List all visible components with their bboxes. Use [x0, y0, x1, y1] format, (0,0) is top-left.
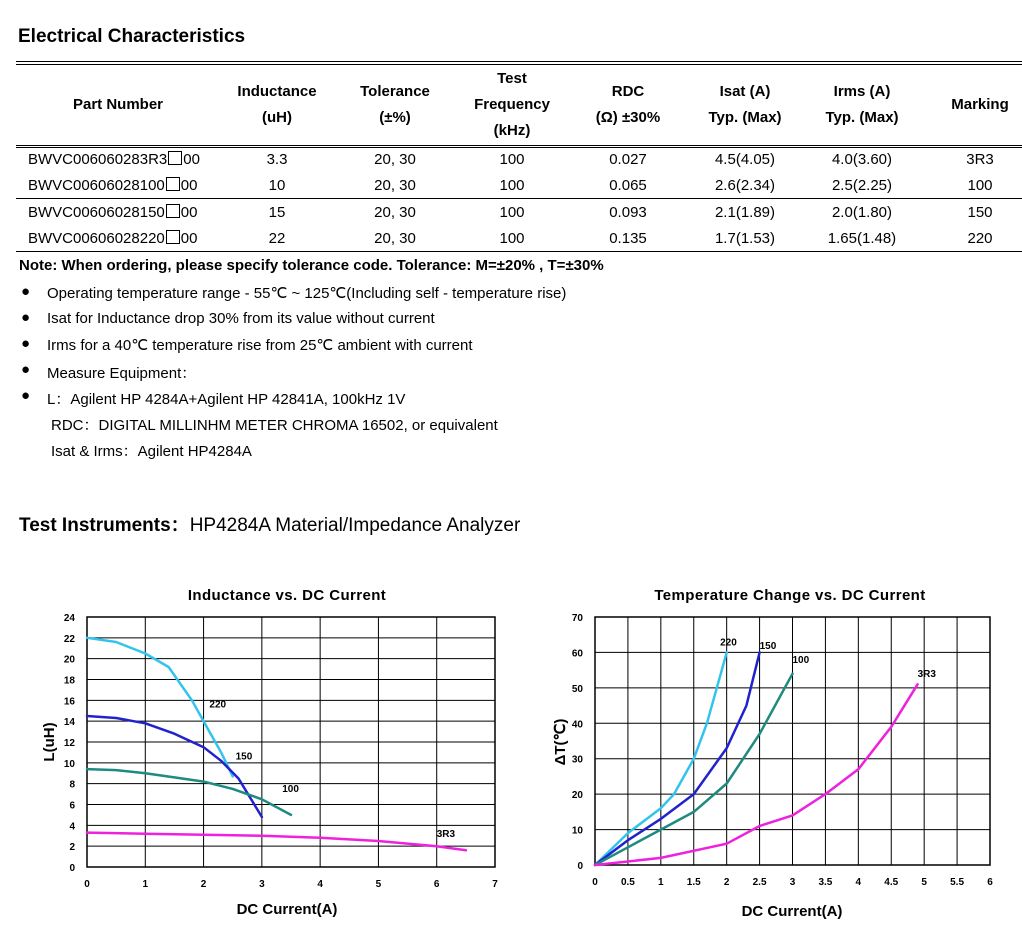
page-title: Electrical Characteristics	[18, 26, 246, 47]
y-axis-label: L(uH)	[41, 722, 58, 762]
x-tick-label: 5	[375, 879, 382, 890]
cell-irms: 4.0(3.60)	[831, 151, 893, 168]
x-tick-label: 4	[317, 879, 323, 890]
cell-marking: 220	[967, 230, 993, 247]
y-tick-label: 30	[571, 754, 583, 766]
x-tick-label: 1.5	[686, 877, 701, 888]
series-label: 220	[720, 637, 737, 649]
sub-line: Isat & Irms：Agilent HP4284A	[51, 443, 252, 460]
x-tick-label: 5.5	[950, 877, 965, 888]
x-tick-label: 3	[259, 879, 265, 890]
series-label: 220	[209, 699, 227, 711]
y-tick-label: 8	[69, 779, 75, 791]
cell-rdc: 0.093	[609, 204, 647, 221]
x-tick-label: 6	[433, 879, 440, 890]
cell-inductance: 3.3	[266, 151, 288, 168]
x-tick-label: 0	[592, 877, 598, 888]
bullet-item: ● Isat for Inductance drop 30% from its value without current	[21, 309, 435, 327]
y-tick-label: 12	[63, 738, 75, 749]
cell-irms: 2.0(1.80)	[831, 204, 893, 221]
bullet-item: ● Irms for a 40℃ temperature rise from 25℃ ambient with current	[21, 335, 473, 354]
cell-tolerance: 20, 30	[374, 151, 416, 168]
x-tick-label: 4.5	[884, 877, 899, 888]
y-tick-label: 10	[571, 825, 583, 837]
cell-isat: 4.5(4.05)	[714, 151, 776, 168]
x-tick-label: 7	[492, 879, 498, 890]
y-tick-label: 22	[63, 633, 75, 645]
y-tick-label: 0	[577, 861, 583, 872]
cell-part-number: BWVC00606028220 00	[28, 230, 198, 247]
x-tick-label: 6	[987, 877, 993, 888]
bullet-item: ● L：Agilent HP 4284A+Agilent HP 42841A, 100kHz 1V	[21, 387, 406, 408]
cell-tolerance: 20, 30	[374, 204, 416, 221]
series-label: 150	[235, 751, 253, 763]
y-tick-label: 50	[571, 683, 583, 695]
cell-freq: 100	[499, 177, 525, 194]
cell-marking: 100	[967, 177, 993, 194]
cell-inductance: 10	[268, 177, 286, 194]
cell-part-number: BWVC00606028100 00	[28, 177, 198, 194]
y-tick-label: 20	[63, 654, 75, 666]
y-tick-label: 60	[571, 648, 583, 660]
cell-isat: 2.6(2.34)	[714, 177, 776, 194]
header-rdc: RDC (Ω) ±30%	[595, 83, 661, 126]
x-tick-label: 2.5	[752, 877, 767, 888]
chart-title: Inductance vs. DC Current	[187, 587, 387, 604]
y-tick-label: 6	[69, 800, 75, 812]
y-tick-label: 40	[571, 719, 583, 731]
cell-freq: 100	[499, 230, 525, 247]
bullet-item: ● Operating temperature range - 55℃ ~ 125℃(Including self - temperature rise)	[21, 283, 567, 302]
x-axis-label: DC Current(A)	[741, 903, 843, 920]
cell-freq: 100	[499, 151, 525, 168]
cell-rdc: 0.065	[609, 177, 647, 194]
cell-rdc: 0.135	[609, 230, 647, 247]
x-tick-label: 3	[789, 877, 796, 888]
header-inductance: Inductance (uH)	[237, 83, 317, 126]
y-tick-label: 24	[63, 613, 75, 624]
chart-title: Temperature Change vs. DC Current	[654, 587, 926, 604]
series-line-150	[87, 716, 262, 817]
cell-irms: 2.5(2.25)	[831, 177, 893, 194]
series-label: 3R3	[917, 669, 936, 681]
y-tick-label: 2	[69, 842, 75, 854]
cell-inductance: 22	[268, 230, 286, 247]
cell-isat: 1.7(1.53)	[714, 230, 776, 247]
series-label: 100	[792, 655, 810, 667]
y-tick-label: 14	[63, 717, 75, 729]
x-tick-label: 1	[142, 879, 149, 890]
bullet-item: ● Measure Equipment：	[21, 361, 197, 382]
cell-part-number: BWVC006060283R3 00	[28, 151, 200, 168]
cell-marking: 150	[967, 204, 993, 221]
x-tick-label: 2	[200, 879, 207, 890]
series-line-100	[87, 769, 291, 815]
y-tick-label: 18	[63, 675, 75, 687]
series-label: 3R3	[436, 828, 456, 840]
cell-freq: 100	[499, 204, 525, 221]
series-label: 150	[759, 640, 777, 652]
header-tolerance: Tolerance (±%)	[360, 83, 430, 126]
x-tick-label: 4	[855, 877, 862, 888]
cell-tolerance: 20, 30	[374, 177, 416, 194]
y-tick-label: 16	[63, 696, 75, 708]
x-tick-label: 0	[84, 879, 90, 890]
cell-rdc: 0.027	[609, 151, 647, 168]
y-tick-label: 0	[69, 863, 75, 874]
y-axis-label: ΔT(℃)	[552, 718, 569, 766]
header-marking: Marking	[951, 96, 1009, 113]
ordering-note: Note: When ordering, please specify tolerance code. Tolerance: M=±20% , T=±30%	[19, 257, 604, 274]
cell-tolerance: 20, 30	[374, 230, 416, 247]
cell-isat: 2.1(1.89)	[714, 204, 776, 221]
x-tick-label: 2	[723, 877, 730, 888]
cell-inductance: 15	[268, 204, 286, 221]
cell-irms: 1.65(1.48)	[827, 230, 897, 247]
series-line-3R3	[87, 833, 466, 851]
x-tick-label: 5	[921, 877, 927, 888]
y-tick-label: 4	[69, 821, 75, 833]
x-tick-label: 0.5	[620, 877, 635, 888]
series-label: 100	[282, 784, 299, 795]
x-tick-label: 3.5	[818, 877, 833, 888]
header-irms: Irms (A) Typ. (Max)	[825, 83, 899, 126]
test-instruments: Test Instruments：HP4284A Material/Impedance Analyzer	[19, 515, 521, 536]
header-part-number: Part Number	[72, 96, 164, 113]
sub-line: RDC：DIGITAL MILLINHM METER CHROMA 16502, or equivalent	[51, 417, 498, 434]
header-isat: Isat (A) Typ. (Max)	[708, 83, 782, 126]
y-tick-label: 70	[571, 613, 583, 624]
cell-marking: 3R3	[966, 151, 994, 168]
cell-part-number: BWVC00606028150 00	[28, 204, 198, 221]
y-tick-label: 10	[63, 758, 75, 770]
x-axis-label: DC Current(A)	[236, 901, 338, 918]
header-test-frequency: Test Frequency (kHz)	[474, 70, 550, 139]
y-tick-label: 20	[571, 790, 583, 802]
x-tick-label: 1	[658, 877, 664, 888]
